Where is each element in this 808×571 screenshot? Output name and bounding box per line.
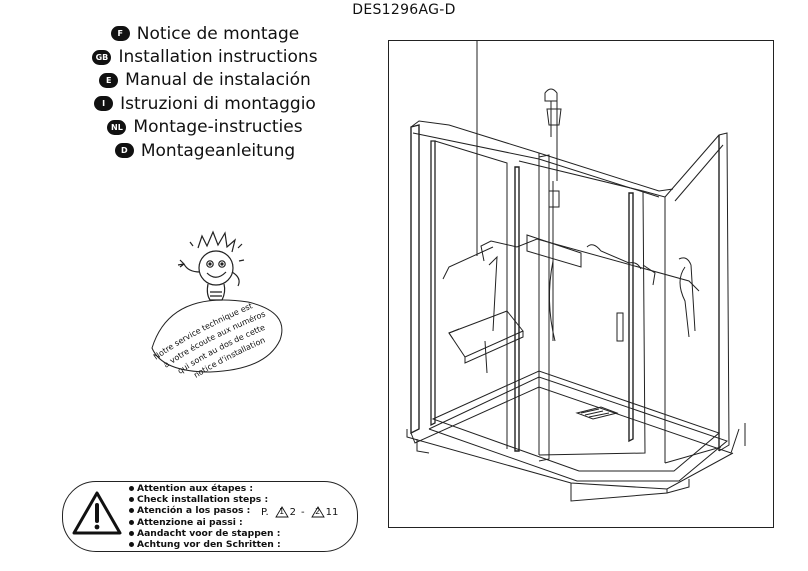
service-note-line-2: à votre écoute aux numéros (161, 309, 267, 370)
page-prefix: P. (261, 506, 269, 518)
step-from-triangle-icon (275, 506, 289, 518)
step-to-page: 11 (325, 506, 339, 518)
service-note-line-4: notice d'installation (192, 335, 267, 380)
flag-badge-fr: F (111, 26, 130, 41)
title-row-fr (40, 22, 370, 45)
title-row-nl (40, 116, 370, 139)
flag-badge-nl: NL (107, 120, 126, 135)
steps-instruction-list (129, 483, 281, 550)
steps-text-gb: Check installation steps : (137, 494, 269, 506)
steps-text-it: Attenzione ai passi : (137, 516, 243, 528)
steps-text-de: Achtung vor den Schritten : (137, 538, 281, 550)
steps-line-it (129, 517, 281, 528)
flag-badge-de: D (115, 143, 134, 158)
title-nl: Montage-instructies (133, 117, 303, 138)
title-row-es (40, 69, 370, 92)
steps-line-es (129, 505, 281, 516)
flag-badge-gb: GB (92, 50, 111, 65)
title-fr: Notice de montage (136, 23, 300, 44)
service-note-line-1: Notre service technique est (151, 301, 254, 362)
steps-line-fr (129, 483, 281, 494)
document-code: DES1296AG-D (352, 2, 456, 18)
title-gb: Installation instructions (118, 47, 318, 68)
title-row-de (40, 139, 370, 162)
bullet-icon (129, 508, 134, 513)
language-title-list (40, 22, 370, 162)
steps-text-es: Atención a los pasos : (137, 505, 251, 517)
title-it: Istruzioni di montaggio (120, 93, 316, 114)
bullet-icon (129, 520, 134, 525)
shower-drawing (389, 41, 775, 529)
service-note-line-3: qui sont au dos de cette (175, 322, 267, 376)
step-from-number: 1 (279, 507, 285, 516)
title-es: Manual de instalación (125, 70, 311, 91)
mascot-illustration (140, 220, 300, 390)
bullet-icon (129, 497, 134, 502)
steps-line-de (129, 539, 281, 550)
steps-text-fr: Attention aux étapes : (137, 483, 254, 494)
page-reference (261, 506, 338, 518)
title-row-it (40, 92, 370, 115)
steps-line-nl (129, 528, 281, 539)
bullet-icon (129, 531, 134, 536)
flag-badge-it: I (94, 96, 113, 111)
bullet-icon (129, 542, 134, 547)
title-de: Montageanleitung (140, 140, 296, 161)
bullet-icon (129, 486, 134, 491)
step-from-page: 2 (289, 506, 297, 518)
flag-badge-es: E (99, 73, 118, 88)
range-separator: - (301, 506, 305, 518)
step-to-number: 2 (315, 507, 321, 516)
step-to-triangle-icon (311, 506, 325, 518)
warning-triangle-icon (71, 489, 123, 537)
steps-line-gb (129, 494, 281, 505)
shower-cabin-illustration (388, 40, 774, 528)
title-row-gb (40, 45, 370, 68)
steps-text-nl: Aandacht voor de stappen : (137, 527, 281, 539)
steps-warning-box (62, 481, 358, 552)
